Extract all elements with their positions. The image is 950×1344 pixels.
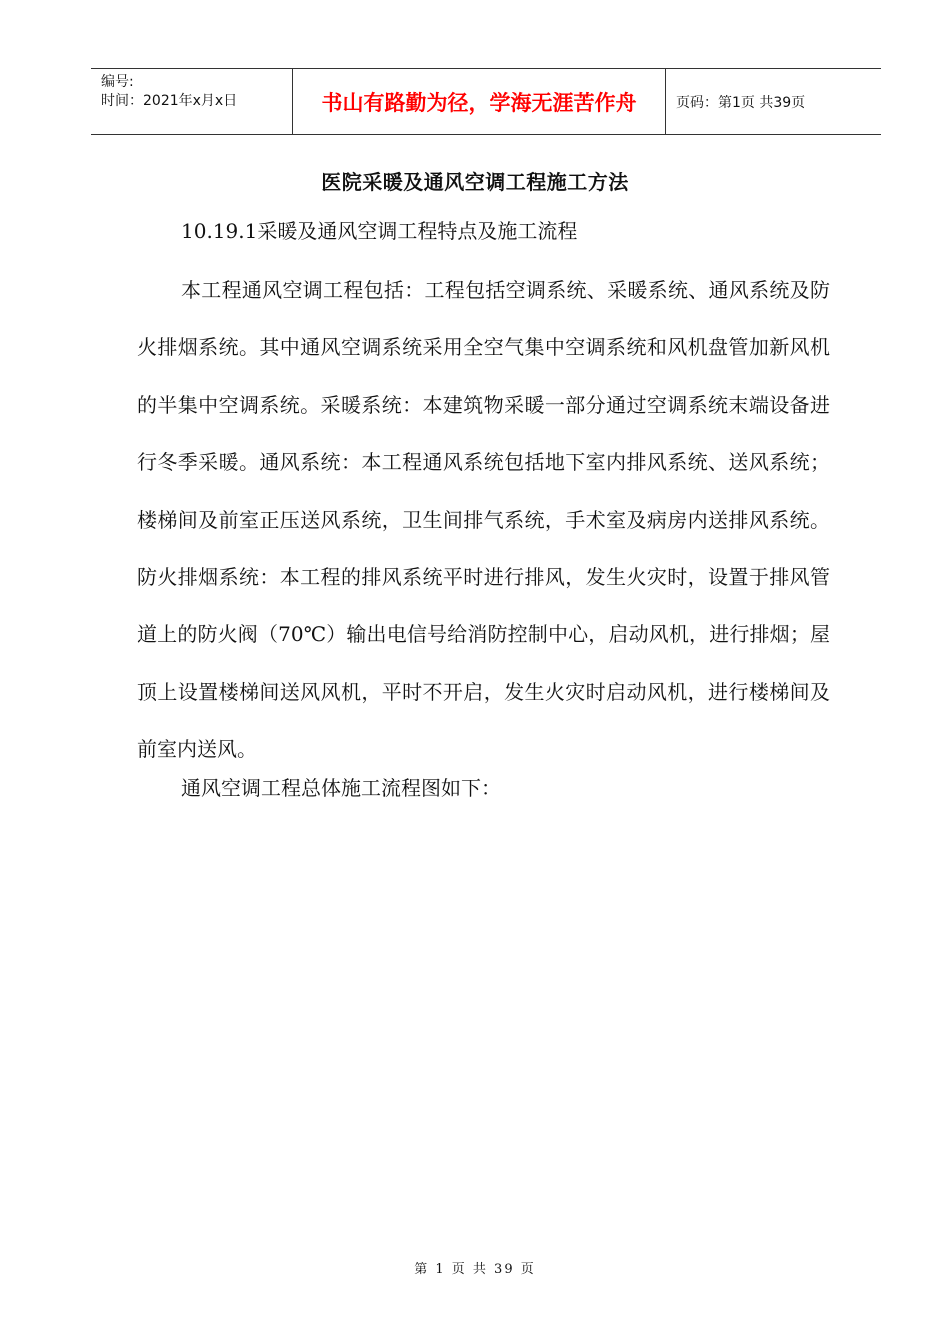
header-time-label: 时间：2021年x月x日 bbox=[101, 93, 238, 109]
header-number-label: 编号: bbox=[101, 74, 134, 90]
page-footer: 第 1 页 共 39 页 bbox=[414, 1262, 536, 1277]
section-heading: 10.19.1采暖及通风空调工程特点及施工流程 bbox=[181, 219, 578, 243]
document-title: 医院采暖及通风空调工程施工方法 bbox=[321, 170, 629, 194]
flow-chart-intro: 通风空调工程总体施工流程图如下： bbox=[181, 776, 501, 800]
header-meta-cell bbox=[91, 69, 293, 134]
body-paragraph: 本工程通风空调工程包括：工程包括空调系统、采暖系统、通风系统及防火排烟系统。其中通风空调系统采用全空气集中空调系统和风机盘管加新风机的半集中空调系统。采暖系统：本建筑物采暖一部分通过空调系统末端设备进行冬季采暖。通风系统：本工程通风系统包括地下室内排风系统、送风系统；楼梯间及前室正压送风系统，卫生间排气系统，手术室及病房内送排风系统。防火排烟系统：本工程的排风系统平时进行排风，发生火灾时，设置于排风管道上的防火阀（70℃）输出电信号给消防控制中心，启动风机，进行排烟；屋顶上设置楼梯间送风风机，平时不开启，发生火灾时启动风机，进行楼梯间及前室内送风。 bbox=[137, 278, 830, 762]
header-motto: 书山有路勤为径，学海无涯苦作舟 bbox=[293, 69, 666, 134]
page-header bbox=[91, 68, 881, 135]
header-page-info: 页码：第1页 共39页 bbox=[676, 94, 806, 111]
